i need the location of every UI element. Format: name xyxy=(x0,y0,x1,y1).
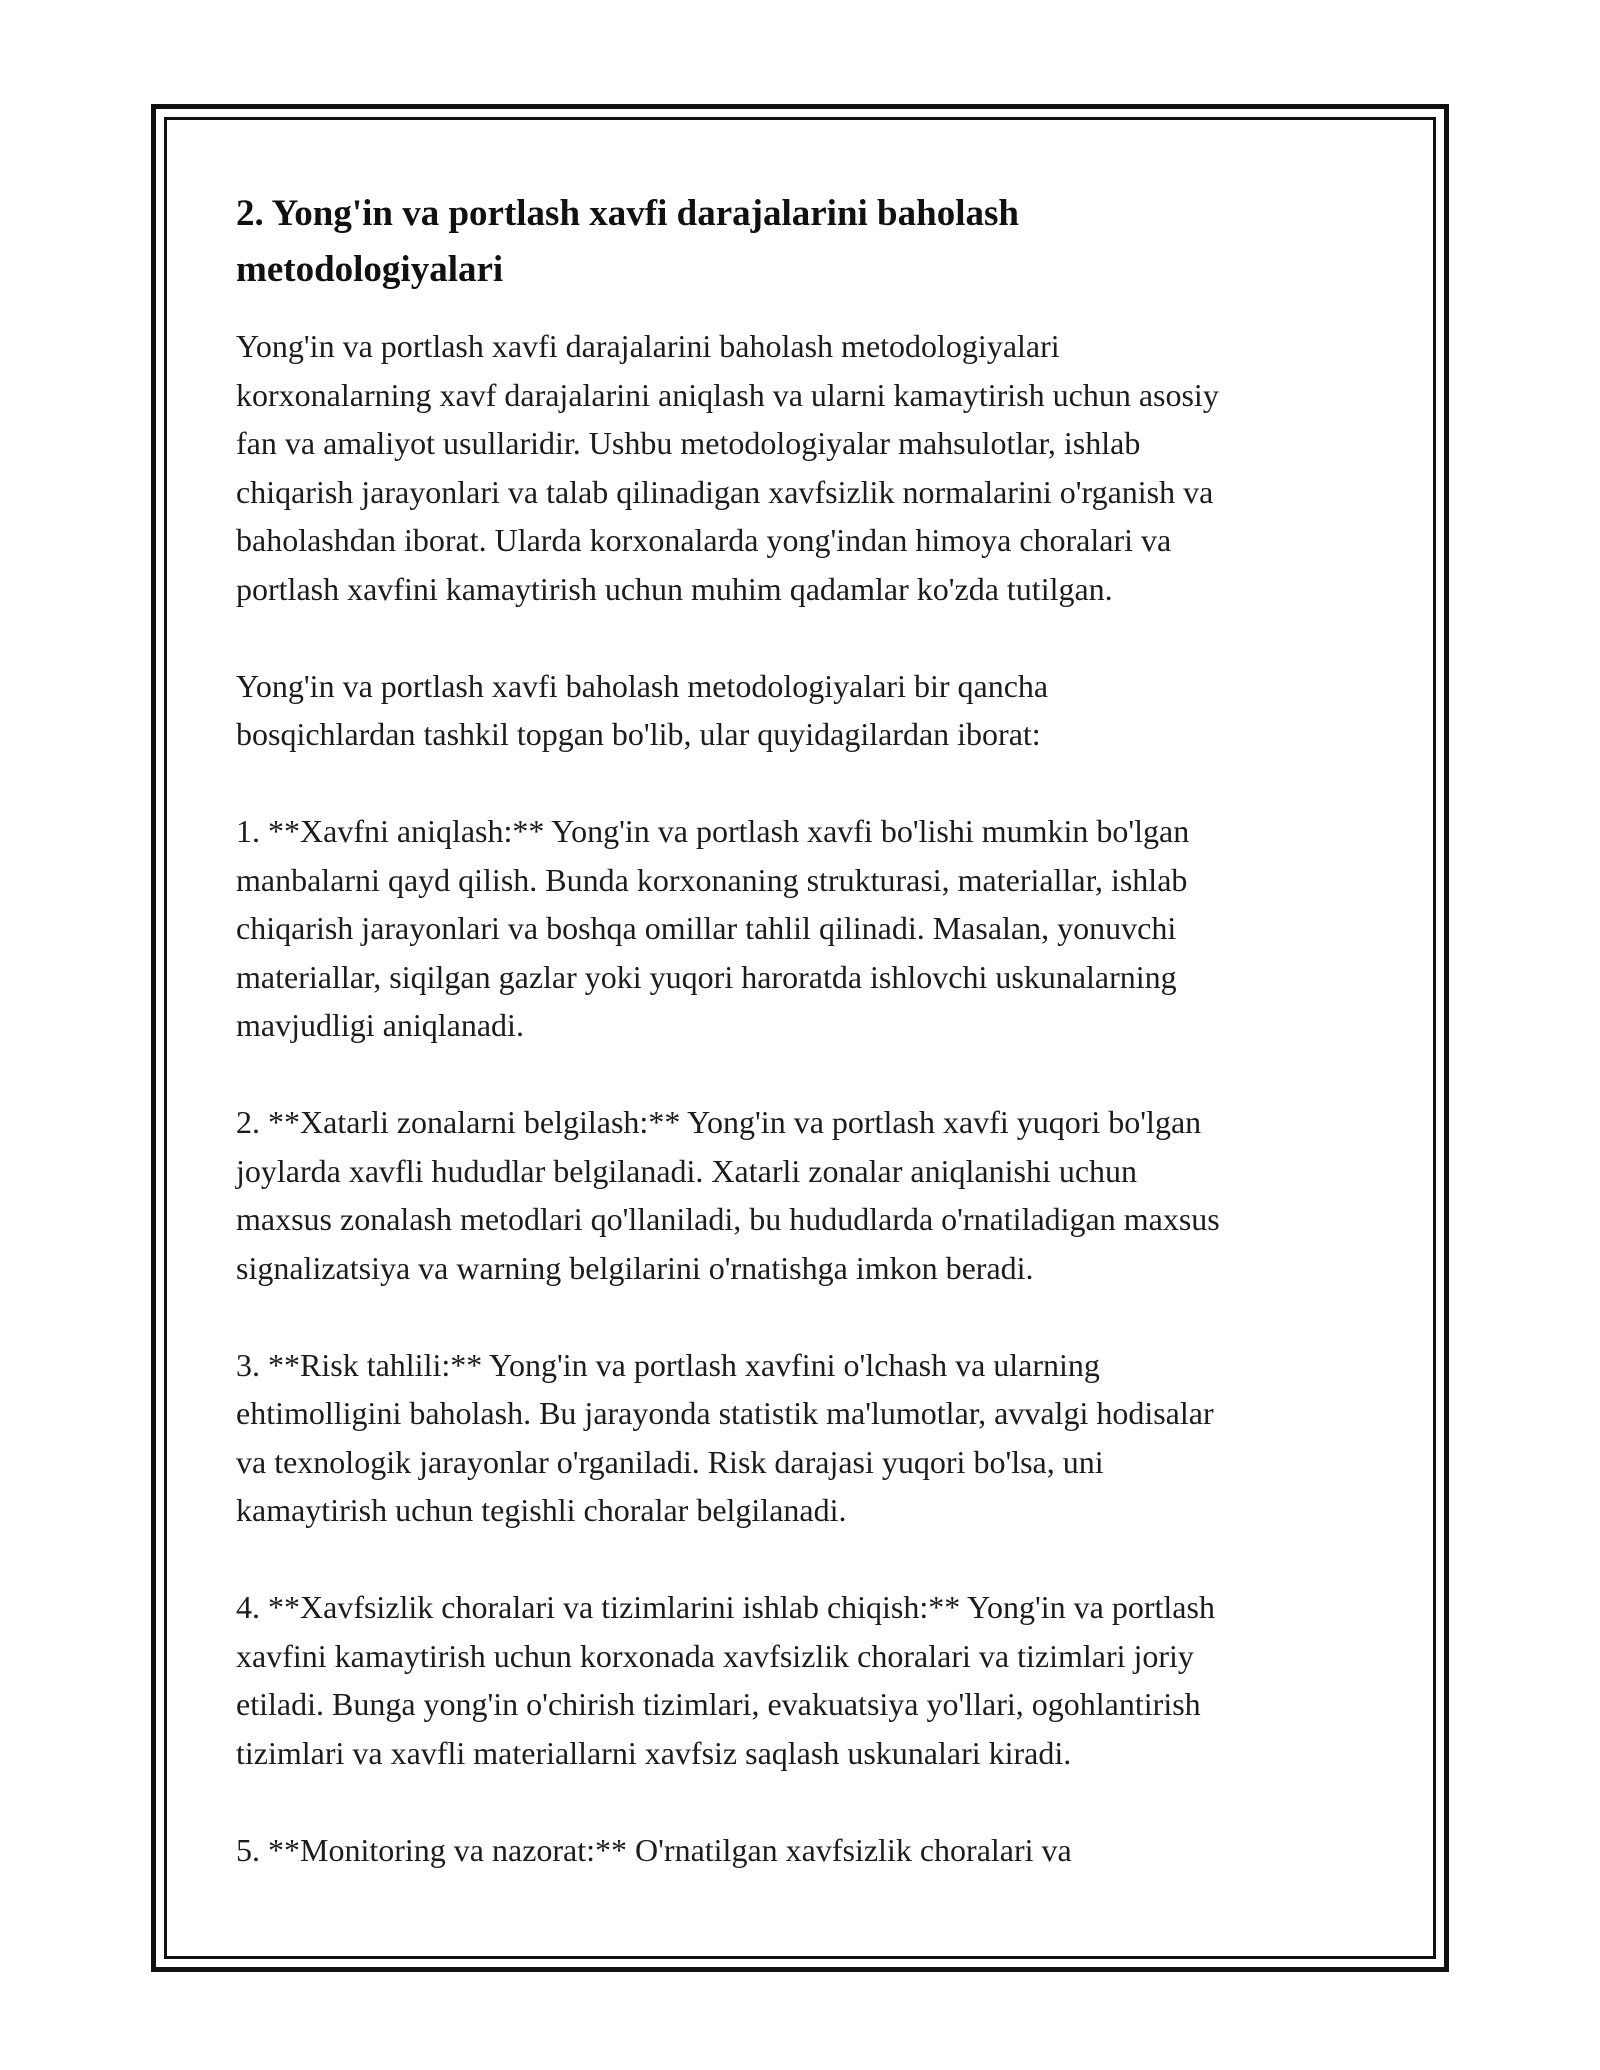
section-heading: 2. Yong'in va portlash xavfi darajalarini baholash metodologiyalari xyxy=(236,193,1019,290)
list-item-risk-tahlili: 3. **Risk tahlili:** Yong'in va portlash xavfini o'lchash va ularning ehtimolligini baholash. Bu jarayonda statistik ma'lumotlar, avvalgi hodisalar va texnologik jarayonlar o'rganiladi. Risk darajasi yuqori bo'lsa, uni kamaytirish uchun tegishli choralar belgilanadi. xyxy=(236,1346,1214,1528)
list-item-xavfni-aniqlash: 1. **Xavfni aniqlash:** Yong'in va portlash xavfi bo'lishi mumkin bo'lgan manbalarni qayd qilish. Bunda korxonaning strukturasi, materiallar, ishlab chiqarish jarayonlari va boshqa omillar tahlil qilinadi. Masalan, yonuvchi materiallar, siqilgan gazlar yoki yuqori haroratda ishlovchi uskunalarning mavjudligi aniqlanadi. xyxy=(236,813,1190,1043)
paragraph-stages-intro: Yong'in va portlash xavfi baholash metodologiyalari bir qancha bosqichlardan tashkil topgan bo'lib, ular quyidagilardan iborat: xyxy=(236,667,1049,752)
paragraph-intro: Yong'in va portlash xavfi darajalarini baholash metodologiyalari korxonalarning xavf darajalarini aniqlash va ularni kamaytirish uchun asosiy fan va amaliyot usullaridir. Ushbu metodologiyalar mahsulotlar, ishlab chiqarish jarayonlari va talab qilinadigan xavfsizlik normalarini o'rganish va baholashdan iborat. Ularda korxonalarda yong'indan himoya choralari va portlash xavfini kamaytirish uchun muhim qadamlar ko'zda tutilgan. xyxy=(236,328,1219,607)
list-item-xavfsizlik-choralari: 4. **Xavfsizlik choralari va tizimlarini ishlab chiqish:** Yong'in va portlash xavfini kamaytirish uchun korxonada xavfsizlik choralari va tizimlari joriy etiladi. Bunga yong'in o'chirish tizimlari, evakuatsiya yo'llari, ogohlantirish tizimlari va xavfli materiallarni xavfsiz saqlash uskunalari kiradi. xyxy=(236,1589,1215,1771)
list-item-monitoring: 5. **Monitoring va nazorat:** O'rnatilgan xavfsizlik choralari va xyxy=(236,1831,1072,1868)
list-item-xatarli-zonalar: 2. **Xatarli zonalarni belgilash:** Yong'in va portlash xavfi yuqori bo'lgan joylarda xavfli hududlar belgilanadi. Xatarli zonalar aniqlanishi uchun maxsus zonalash metodlari qo'llaniladi, bu hududlarda o'rnatiladigan maxsus signalizatsiya va warning belgilarini o'rnatishga imkon beradi. xyxy=(236,1104,1220,1286)
document-body xyxy=(236,186,1376,1874)
